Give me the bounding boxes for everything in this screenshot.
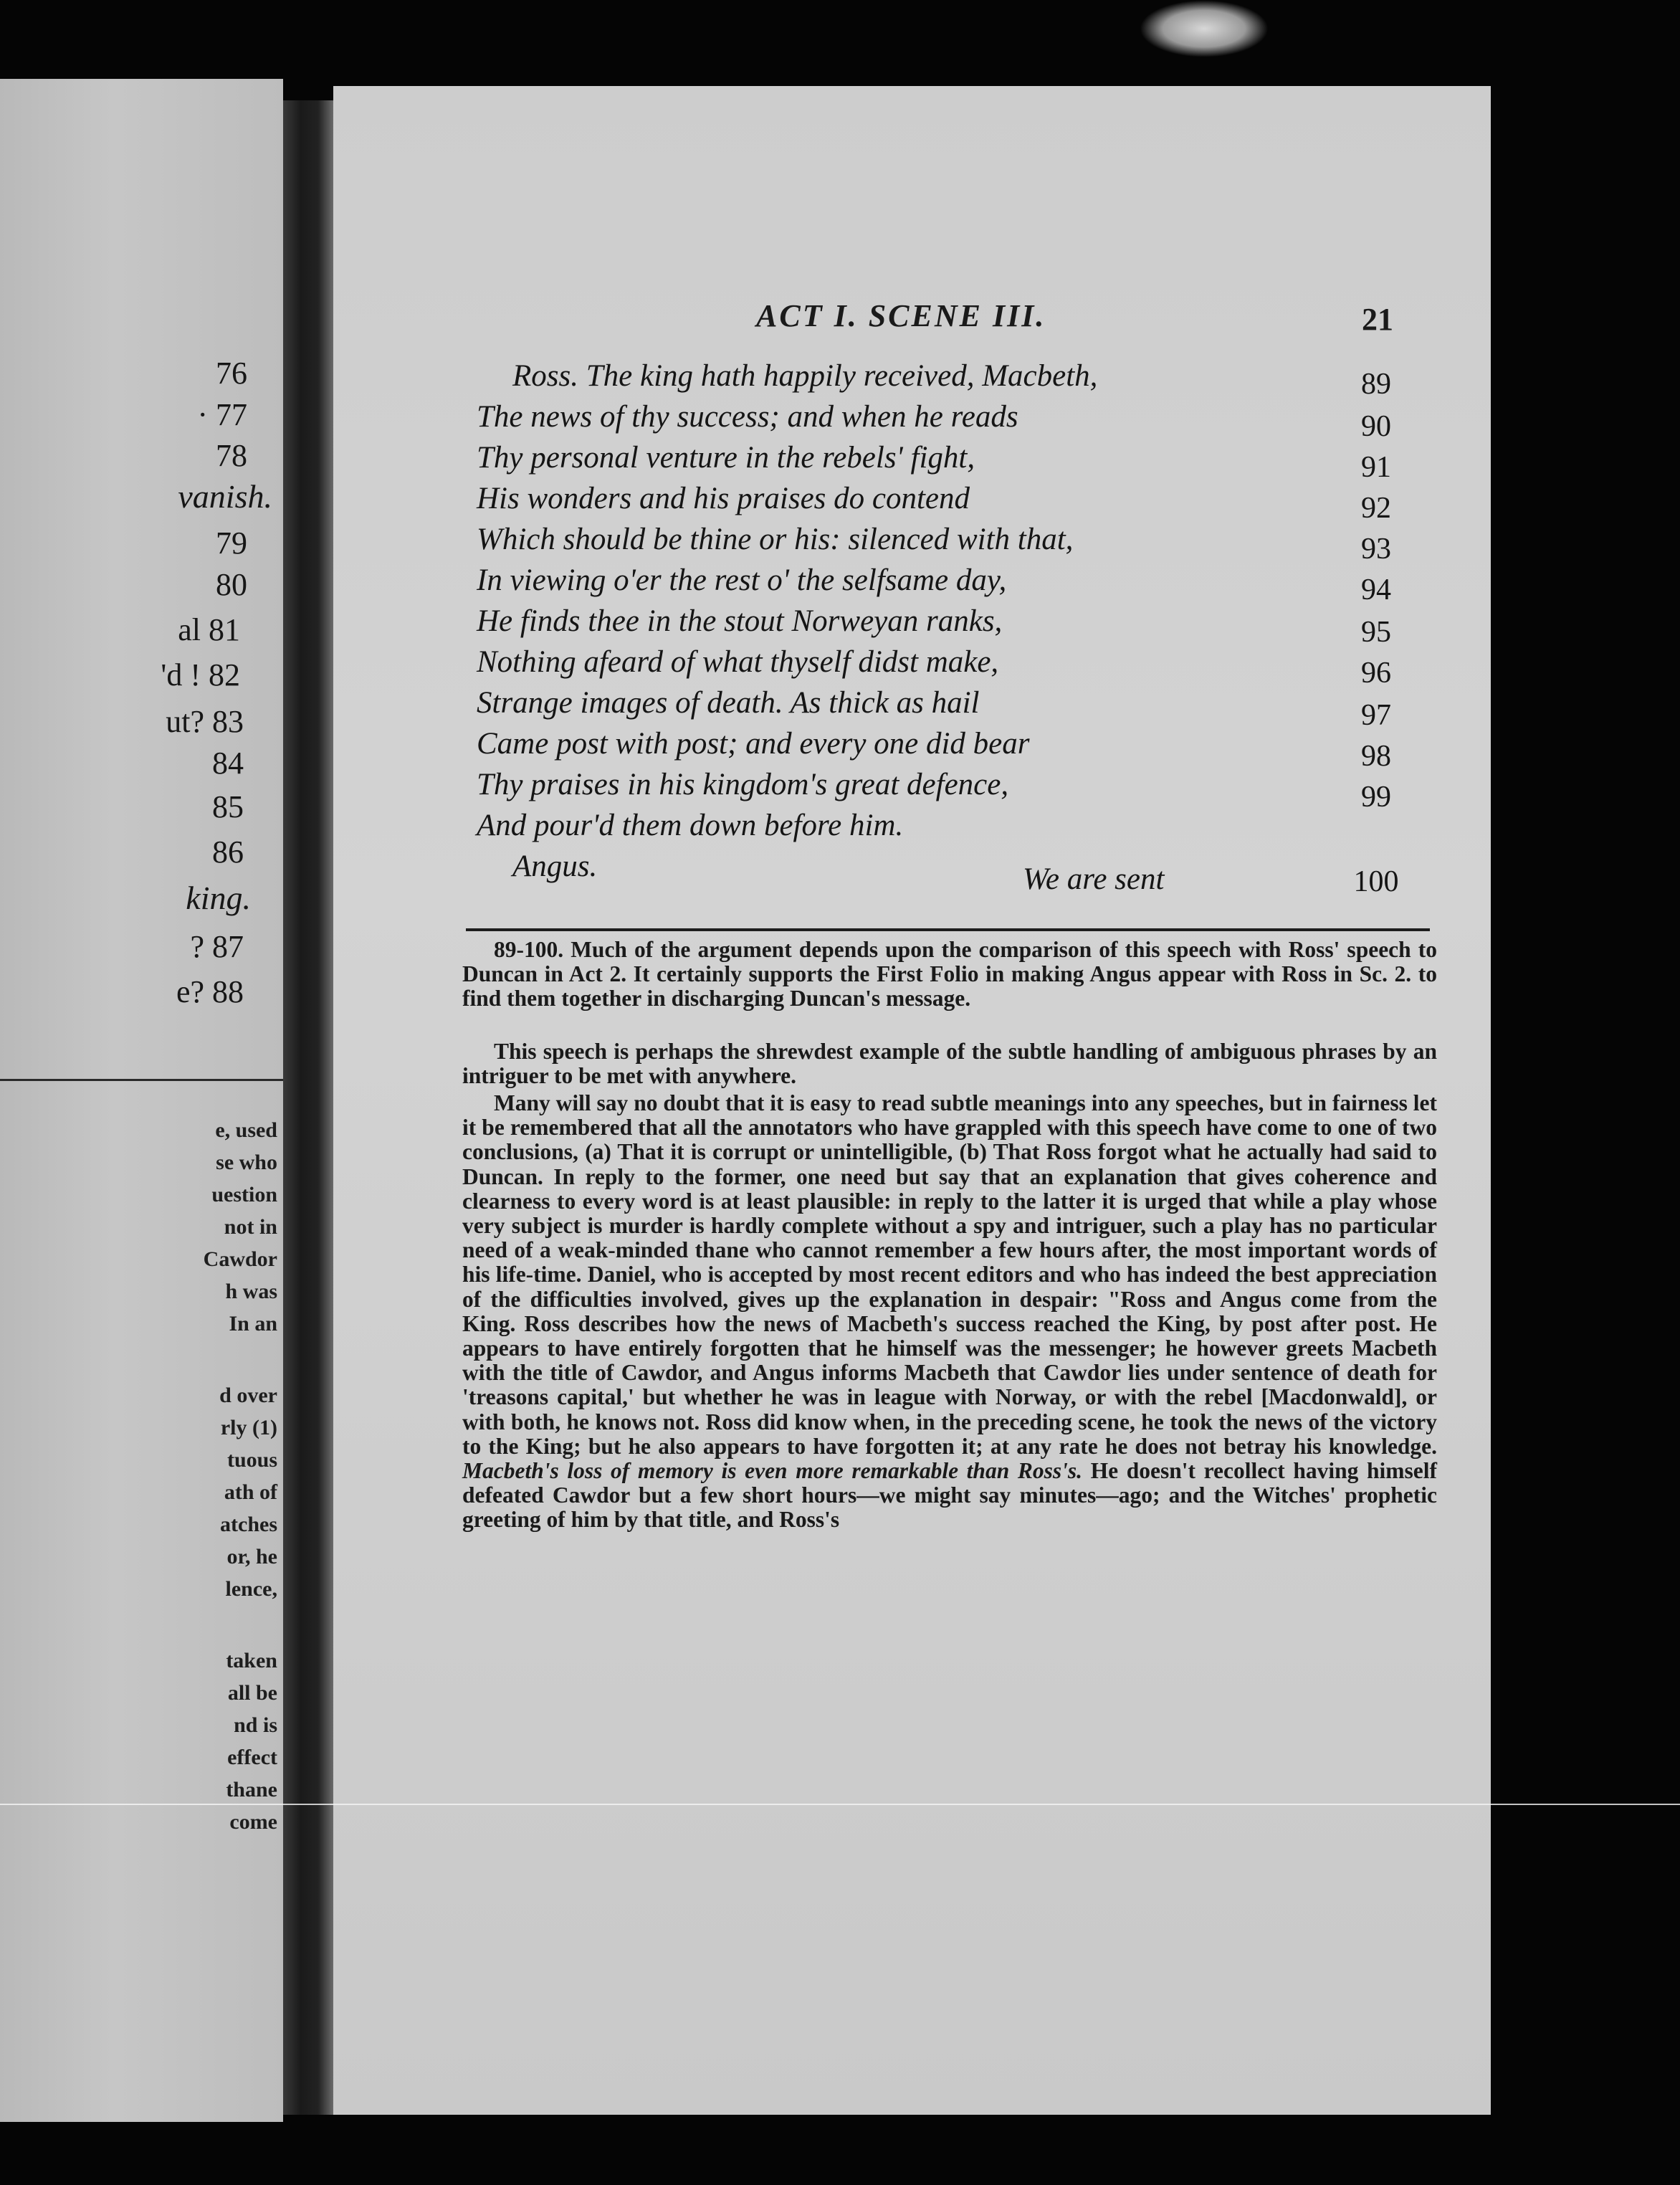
verse-text: Thy praises in his kingdom's great defence,	[477, 768, 1009, 801]
left-line-number: ut? 83	[166, 704, 244, 739]
left-note-fragment: Cawdor	[203, 1247, 277, 1271]
left-note-fragment: effect	[227, 1746, 277, 1769]
left-line-number: ? 87	[190, 929, 244, 964]
left-word: king.	[186, 880, 251, 916]
left-rule	[0, 1079, 283, 1081]
left-note-fragment: come	[229, 1810, 277, 1834]
left-note-fragment: atches	[220, 1513, 277, 1536]
verse-text: Which should be thine or his: silenced with that,	[477, 523, 1074, 556]
left-line-number: 84	[212, 746, 244, 781]
book-gutter	[283, 100, 333, 2115]
left-note-fragment: rly (1)	[220, 1416, 277, 1439]
left-note-fragment: ath of	[224, 1480, 277, 1504]
page-number: 21	[1362, 302, 1393, 337]
verse-text: The news of thy success; and when he reads	[477, 400, 1018, 434]
speaker-name: Ross.	[512, 359, 578, 393]
verse-text: Strange images of death. As thick as hail	[477, 686, 980, 720]
verse-text: Thy personal venture in the rebels' fight,	[477, 441, 975, 475]
verse-line	[333, 849, 1491, 898]
verse-line	[333, 726, 1491, 773]
left-note-fragment: se who	[216, 1151, 277, 1174]
left-line-number: al 81	[178, 612, 240, 647]
line-number: 91	[1361, 451, 1391, 484]
line-number: 95	[1361, 616, 1391, 649]
ink-blot	[1140, 0, 1269, 57]
footnote: This speech is perhaps the shrewdest example of the subtle handling of ambiguous phrases by an intriguer to be met with anywhere.	[462, 1039, 1437, 1089]
verse-line	[333, 358, 1491, 401]
left-line-number: e? 88	[176, 974, 244, 1009]
left-note-fragment: uestion	[211, 1183, 277, 1206]
left-note-fragment: not in	[224, 1215, 277, 1239]
verse-text: We are sent	[1023, 862, 1165, 896]
verse-text: He finds thee in the stout Norweyan ranks,	[477, 604, 1003, 638]
verse-line	[333, 399, 1491, 442]
verse-line	[333, 440, 1491, 483]
left-note-fragment: nd is	[234, 1713, 277, 1737]
left-note-fragment: taken	[226, 1649, 277, 1672]
line-number: 92	[1361, 492, 1391, 525]
line-number: 93	[1361, 533, 1391, 566]
left-line-number: 76	[216, 356, 247, 391]
page-header: ACT I. SCENE III.	[756, 298, 1046, 333]
footnote	[462, 1091, 1437, 1533]
verse-line	[333, 481, 1491, 524]
line-number: 90	[1361, 410, 1391, 443]
verse-text: In viewing o'er the rest o' the selfsame day,	[477, 563, 1007, 597]
left-note-fragment: tuous	[226, 1448, 277, 1472]
left-line-number: 'd ! 82	[161, 657, 240, 692]
left-note-fragment: or, he	[226, 1545, 277, 1568]
scan-fold-line	[0, 1804, 1680, 1805]
verse-text: Came post with post; and every one did bear	[477, 727, 1030, 761]
verse-line	[333, 522, 1491, 565]
verse-line	[333, 808, 1491, 851]
left-line-number: 78	[216, 438, 247, 473]
left-line-number: 79	[216, 525, 247, 561]
line-number: 96	[1361, 657, 1391, 690]
line-number: 98	[1361, 740, 1391, 773]
left-note-fragment: d over	[219, 1384, 277, 1407]
left-page-fragment	[0, 79, 283, 2122]
left-note-fragment: h was	[225, 1280, 277, 1303]
left-note-fragment: lence,	[225, 1577, 277, 1601]
verse-line	[333, 767, 1491, 814]
footnote-text: He doesn't recollect having himself defeated Cawdor but a few short hours—we might say minutes—ago; and the Witches' prophetic greeting of him by that title, and Ross's	[462, 1458, 1437, 1533]
left-note-fragment: In an	[229, 1312, 277, 1336]
verse-line	[333, 563, 1491, 606]
footnote-text: Many will say no doubt that it is easy to read subtle meanings into any speeches, but in fairness let it be remembered that all the annotators who have grappled with this speech have come to one of two conclusions, (a) That it is corrupt or unintelligible, (b) That Ross forgot what he actually had said to Duncan. In reply to the former, one need but say that an explanation that gives coherence and clearness to every word is at least plausible: in reply to the latter it is urged that while a play whose very subject is murder is hardly complete without a spy and intriguer, such a play has no particular need of a weak-minded thane who cannot remember a few hours after, the most important words of his life-time. Daniel, who is accepted by most recent editors and who has indeed the best appreciation of the difficulties involved, gives up the explanation in despair: "Ross and Angus come from the King. Ross describes how the news of Macbeth's success reached the King, by post after post. He appears to have entirely forgotten that he himself was the messenger; he however greets Macbeth with the title of Cawdor, and Angus informs Macbeth that Cawdor lies under sentence of death for 'treasons capital,' but whether he was in league with Norway, or with the rebel [Macdonwald], or with both, he knows not. Ross did know when, in the preceding scene, he took the news of the victory to the King; but he also appears to have forgotten it; at any rate he does not betray his knowledge.	[462, 1090, 1437, 1459]
speaker-name: Angus.	[512, 849, 598, 883]
left-line-number: 85	[212, 789, 244, 824]
left-word: vanish.	[178, 478, 272, 515]
left-note-fragment: all be	[227, 1681, 277, 1705]
main-page	[333, 86, 1491, 2115]
verse-line	[333, 604, 1491, 647]
left-line-number: 80	[216, 567, 247, 602]
verse-text: His wonders and his praises do contend	[477, 482, 970, 515]
verse-line	[333, 644, 1491, 690]
verse-line	[333, 685, 1491, 732]
line-number: 97	[1361, 699, 1391, 732]
line-number: 89	[1361, 368, 1391, 401]
left-note-fragment: thane	[226, 1778, 277, 1801]
footnote-emphasis: Macbeth's loss of memory is even more remarkable than Ross's.	[462, 1458, 1082, 1484]
left-note-fragment: e, used	[215, 1118, 277, 1142]
notes-divider	[466, 928, 1430, 931]
left-line-number: 86	[212, 834, 244, 870]
line-number: 94	[1361, 573, 1391, 606]
line-number: 100	[1353, 865, 1399, 898]
verse-text: And pour'd them down before him.	[477, 809, 904, 842]
verse-text: Nothing afeard of what thyself didst make,	[477, 645, 999, 679]
footnote: 89-100. Much of the argument depends upon the comparison of this speech with Ross' speech to Duncan in Act 2. It certainly supports the First Folio in making Angus appear with Ross in Sc. 2. to find them together in discharging Duncan's message.	[462, 937, 1437, 1011]
line-number: 99	[1361, 781, 1391, 814]
verse-text: The king hath happily received, Macbeth,	[586, 359, 1098, 393]
left-line-number: · 77	[197, 397, 247, 432]
